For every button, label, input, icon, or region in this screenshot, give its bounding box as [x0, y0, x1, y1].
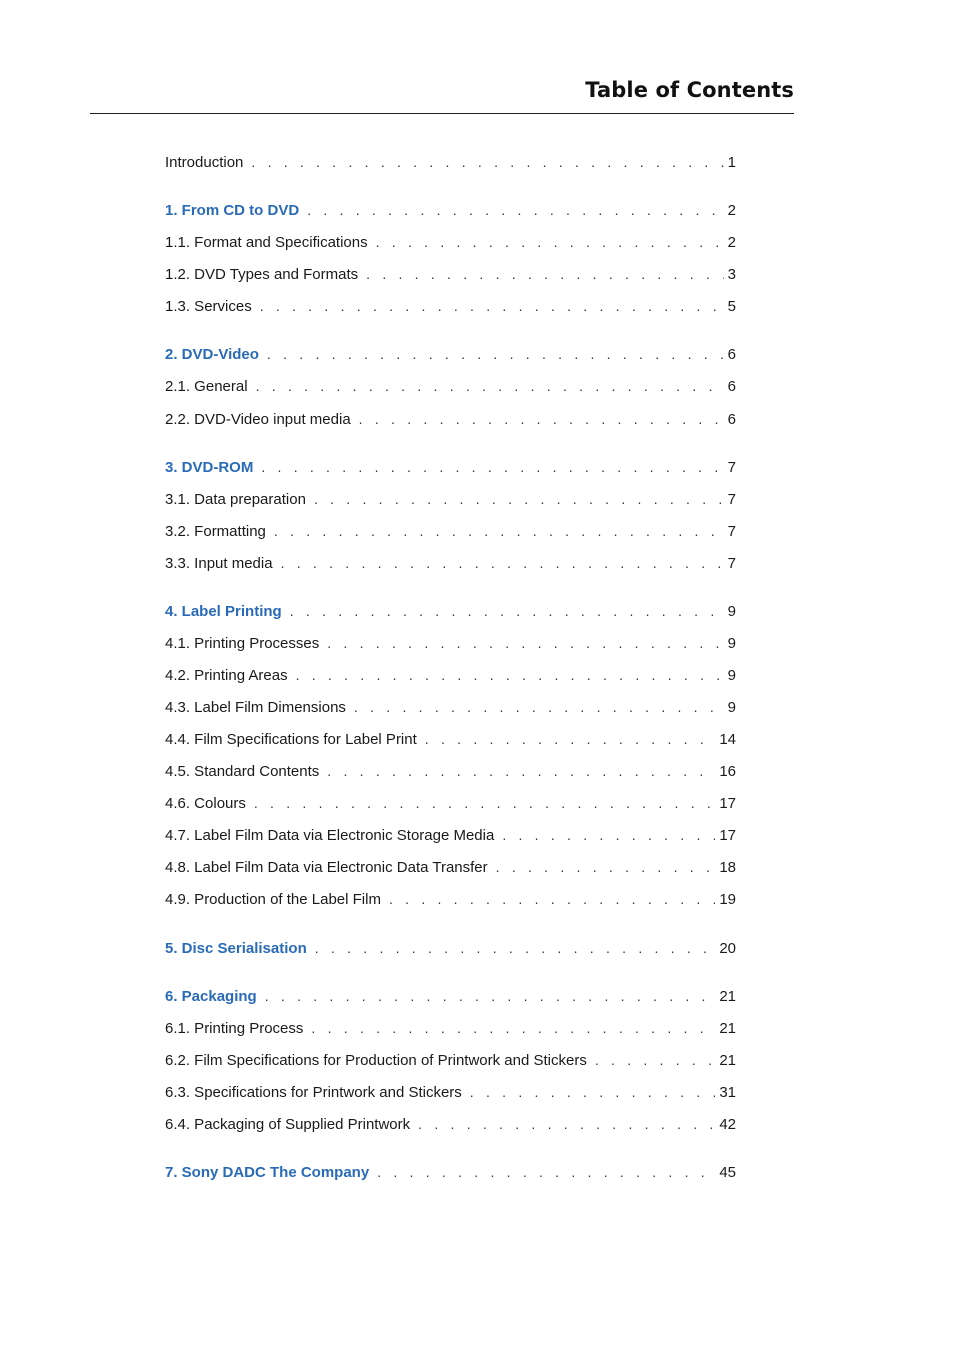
dot-leader [470, 1082, 716, 1102]
toc-page-number: 21 [719, 1052, 736, 1069]
toc-chapter-entry[interactable] [165, 1162, 736, 1183]
toc-entry-label: 1.1. Format and Specifications [165, 234, 368, 251]
toc-page-number: 19 [719, 891, 736, 908]
toc-page-number: 17 [719, 827, 736, 844]
dot-leader [389, 889, 715, 909]
toc-entry[interactable] [165, 697, 736, 718]
toc-page-number: 9 [727, 635, 736, 652]
toc-chapter-entry[interactable] [165, 938, 736, 959]
dot-leader [274, 521, 724, 541]
toc-entry[interactable] [165, 232, 736, 253]
toc-entry[interactable] [165, 376, 736, 397]
toc-entry[interactable] [165, 264, 736, 285]
dot-leader [366, 264, 724, 284]
toc-entry-label: 3.3. Input media [165, 555, 273, 572]
dot-leader [260, 296, 724, 316]
toc-entry-label: 4.9. Production of the Label Film [165, 891, 381, 908]
dot-leader [296, 665, 724, 685]
dot-leader [327, 633, 723, 653]
toc-entry-label: 3.2. Formatting [165, 523, 266, 540]
dot-leader [256, 376, 724, 396]
toc-entry[interactable] [165, 1018, 736, 1039]
dot-leader [376, 232, 724, 252]
toc-entry-label: 6.1. Printing Process [165, 1020, 304, 1037]
toc-entry-label: 3. DVD-ROM [165, 459, 254, 476]
dot-leader [354, 697, 724, 717]
toc-entry-label: Introduction [165, 154, 244, 171]
toc-entry-label: 4.8. Label Film Data via Electronic Data Transfer [165, 859, 488, 876]
toc-chapter-entry[interactable] [165, 601, 736, 622]
toc-entry[interactable] [165, 1050, 736, 1071]
toc-entry-label: 5. Disc Serialisation [165, 940, 307, 957]
page-title: Table of Contents [585, 78, 794, 102]
toc-entry[interactable] [165, 761, 736, 782]
toc-page-number: 6 [727, 378, 736, 395]
toc-chapter-entry[interactable] [165, 986, 736, 1007]
toc-entry[interactable] [165, 633, 736, 654]
toc-page-number: 42 [719, 1116, 736, 1133]
toc-entry-label: 7. Sony DADC The Company [165, 1164, 370, 1181]
toc-entry-label: 6.4. Packaging of Supplied Printwork [165, 1116, 411, 1133]
toc-entry[interactable] [165, 665, 736, 686]
toc-page-number: 17 [719, 795, 736, 812]
dot-leader [418, 1114, 715, 1134]
dot-leader [290, 601, 724, 621]
toc-chapter-entry[interactable] [165, 200, 736, 221]
toc-page-number: 7 [727, 523, 736, 540]
dot-leader [327, 761, 715, 781]
toc-entry[interactable] [165, 553, 736, 574]
toc-page-number: 1 [727, 154, 736, 171]
title-divider [90, 113, 794, 114]
toc-page-number: 7 [727, 555, 736, 572]
toc-page-number: 6 [727, 346, 736, 363]
dot-leader [315, 938, 716, 958]
toc-page-number: 9 [727, 667, 736, 684]
toc-entry-label: 2.2. DVD-Video input media [165, 411, 351, 428]
toc-entry-label: 4.5. Standard Contents [165, 763, 320, 780]
toc-entry[interactable] [165, 521, 736, 542]
toc-entry-label: 4.3. Label Film Dimensions [165, 699, 346, 716]
toc-entry[interactable] [165, 489, 736, 510]
toc-entry-label: 4.4. Film Specifications for Label Print [165, 731, 417, 748]
toc-chapter-entry[interactable] [165, 344, 736, 365]
toc-page-number: 9 [727, 603, 736, 620]
dot-leader [281, 553, 724, 573]
toc-page-number: 45 [719, 1164, 736, 1181]
toc-entry-label: 4.2. Printing Areas [165, 667, 288, 684]
toc-entry-label: 1. From CD to DVD [165, 202, 300, 219]
toc-entry[interactable] [165, 729, 736, 750]
dot-leader [267, 344, 724, 364]
dot-leader [261, 457, 723, 477]
toc-entry-label: 4. Label Printing [165, 603, 282, 620]
toc-page-number: 16 [719, 763, 736, 780]
toc-entry-label: 1.2. DVD Types and Formats [165, 266, 359, 283]
dot-leader [311, 1018, 715, 1038]
dot-leader [359, 409, 724, 429]
toc-entry-label: 1.3. Services [165, 298, 252, 315]
toc-entry-label: 6. Packaging [165, 988, 257, 1005]
dot-leader [502, 825, 715, 845]
toc-entry-label: 4.6. Colours [165, 795, 246, 812]
toc-page-number: 5 [727, 298, 736, 315]
toc-page-number: 21 [719, 988, 736, 1005]
toc-page-number: 9 [727, 699, 736, 716]
toc-page-number: 21 [719, 1020, 736, 1037]
toc-page-number: 2 [727, 202, 736, 219]
toc-entry-label: 4.7. Label Film Data via Electronic Storage Media [165, 827, 495, 844]
dot-leader [254, 793, 715, 813]
toc-entry-label: 6.2. Film Specifications for Production of Printwork and Stickers [165, 1052, 587, 1069]
toc-entry[interactable] [165, 409, 736, 430]
toc-page-number: 2 [727, 234, 736, 251]
toc-page-number: 31 [719, 1084, 736, 1101]
toc-entry-label: 4.1. Printing Processes [165, 635, 320, 652]
toc-entry[interactable] [165, 152, 736, 173]
toc-entry-label: 2.1. General [165, 378, 248, 395]
toc-entry[interactable] [165, 296, 736, 317]
toc-page-number: 3 [727, 266, 736, 283]
toc-entry-label: 2. DVD-Video [165, 346, 259, 363]
toc-entry-label: 6.3. Specifications for Printwork and Stickers [165, 1084, 462, 1101]
dot-leader [251, 152, 723, 172]
toc-page-number: 14 [719, 731, 736, 748]
dot-leader [425, 729, 716, 749]
toc-page-number: 20 [719, 940, 736, 957]
dot-leader [307, 200, 723, 220]
toc-entry[interactable] [165, 857, 736, 878]
dot-leader [496, 857, 716, 877]
toc-page-number: 6 [727, 411, 736, 428]
toc-entry-label: 3.1. Data preparation [165, 491, 306, 508]
dot-leader [595, 1050, 715, 1070]
toc-page-number: 7 [727, 459, 736, 476]
toc-entry[interactable] [165, 825, 736, 846]
dot-leader [314, 489, 724, 509]
toc-page-number: 7 [727, 491, 736, 508]
dot-leader [377, 1162, 715, 1182]
toc-entry[interactable] [165, 1114, 736, 1135]
toc-entry[interactable] [165, 793, 736, 814]
dot-leader [265, 986, 716, 1006]
toc-entry[interactable] [165, 889, 736, 910]
toc-page-number: 18 [719, 859, 736, 876]
toc-chapter-entry[interactable] [165, 457, 736, 478]
toc-entry[interactable] [165, 1082, 736, 1103]
